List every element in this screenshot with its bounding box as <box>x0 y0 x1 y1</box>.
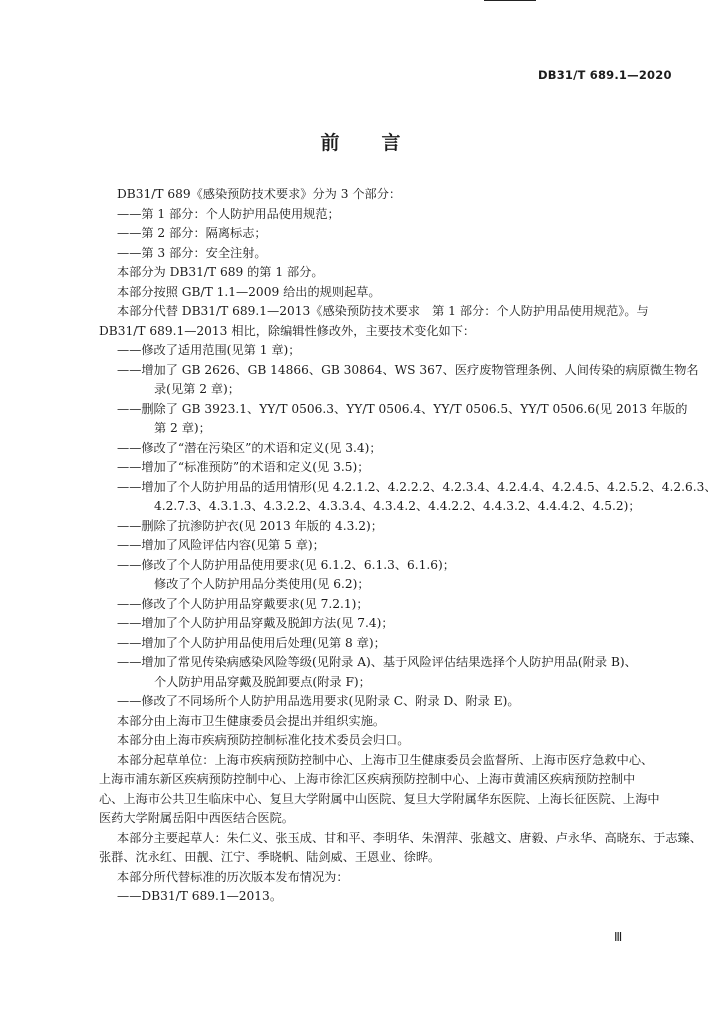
paragraph-line: ——增加了个人防护用品的适用情形(见 4.2.1.2、4.2.2.2、4.2.3.4、4.2.4.4、4.2.4.5、4.2.5.2、4.2.6.3、 <box>117 479 717 494</box>
document-code-header: DB31/T 689.1—2020 <box>538 68 672 82</box>
paragraph-line: DB31/T 689.1—2013 相比，除编辑性修改外，主要技术变化如下： <box>99 323 476 338</box>
paragraph-line: ——增加了常见传染病感染风险等级(见附录 A)、基于风险评估结果选择个人防护用品(附录 B)、 <box>117 655 637 669</box>
paragraph-line: ——DB31/T 689.1—2013。 <box>117 889 283 903</box>
paragraph-line: 本部分按照 GB/T 1.1—2009 给出的规则起草。 <box>117 284 381 299</box>
paragraph-line: ——第 2 部分：隔离标志； <box>117 226 267 240</box>
paragraph-line: 本部分代替 DB31/T 689.1—2013《感染预防技术要求 第 1 部分：个人防护用品使用规范》。与 <box>117 304 649 318</box>
paragraph-line: ——修改了不同场所个人防护用品选用要求(见附录 C、附录 D、附录 E)。 <box>117 694 520 708</box>
paragraph-line: 张群、沈永红、田靓、江宁、季晓帆、陆剑威、王恩业、徐晔。 <box>99 850 441 864</box>
top-rule <box>484 0 536 1</box>
paragraph-line: 本部分起草单位：上海市疾病预防控制中心、上海市卫生健康委员会监督所、上海市医疗急救中心、 <box>117 752 654 767</box>
paragraph-line: 本部分所代替标准的历次版本发布情况为： <box>117 869 349 884</box>
paragraph-line: 第 2 章)； <box>154 421 211 435</box>
title-char: 前 <box>320 132 340 154</box>
paragraph-line: 本部分由上海市疾病预防控制标准化技术委员会归口。 <box>117 733 410 747</box>
paragraph-line: ——第 1 部分：个人防护用品使用规范； <box>117 206 340 221</box>
paragraph-line: 4.2.7.3、4.3.1.3、4.3.2.2、4.3.3.4、4.3.4.2、4.4.2.2、4.4.3.2、4.4.4.2、4.5.2)； <box>154 499 641 513</box>
paragraph-line: 医药大学附属岳阳中西医结合医院。 <box>99 811 294 825</box>
paragraph-line: ——增加了 GB 2626、GB 14866、GB 30864、WS 367、医疗废物管理条例、人间传染的病原微生物名 <box>117 362 699 377</box>
paragraph-line: ——修改了个人防护用品穿戴要求(见 7.2.1)； <box>117 596 369 611</box>
paragraph-line: 录(见第 2 章)； <box>154 382 240 396</box>
paragraph-line: 修改了个人防护用品分类使用(见 6.2)； <box>154 577 370 591</box>
page-title <box>0 128 721 155</box>
paragraph-line: ——删除了 GB 3923.1、YY/T 0506.3、YY/T 0506.4、YY/T 0506.5、YY/T 0506.6(见 2013 年版的 <box>117 401 688 416</box>
paragraph-line: 本部分主要起草人：朱仁义、张玉成、甘和平、李明华、朱渭萍、张越文、唐毅、卢永华、高晓东、于志臻、 <box>117 830 702 845</box>
page-number: Ⅲ <box>614 930 623 944</box>
paragraph-line: 本部分为 DB31/T 689 的第 1 部分。 <box>117 265 324 279</box>
paragraph-line: DB31/T 689《感染预防技术要求》分为 3 个部分： <box>117 187 402 201</box>
paragraph-line: ——修改了“潜在污染区”的术语和定义(见 3.4)； <box>117 440 382 455</box>
paragraph-line: ——第 3 部分：安全注射。 <box>117 245 267 260</box>
paragraph-line: 上海市浦东新区疾病预防控制中心、上海市徐汇区疾病预防控制中心、上海市黄浦区疾病预防控制中 <box>99 772 636 786</box>
paragraph-line: 心、上海市公共卫生临床中心、复旦大学附属中山医院、复旦大学附属华东医院、上海长征医院、上海中 <box>99 791 660 806</box>
paragraph-line: ——增加了个人防护用品使用后处理(见第 8 章)； <box>117 635 386 650</box>
paragraph-line: ——修改了个人防护用品使用要求(见 6.1.2、6.1.3、6.1.6)； <box>117 557 455 572</box>
paragraph-line: 个人防护用品穿戴及脱卸要点(附录 F)； <box>154 674 371 689</box>
paragraph-line: 本部分由上海市卫生健康委员会提出并组织实施。 <box>117 713 386 728</box>
paragraph-line: ——修改了适用范围(见第 1 章)； <box>117 343 301 357</box>
paragraph-line: ——增加了风险评估内容(见第 5 章)； <box>117 538 325 552</box>
paragraph-line: ——增加了“标准预防”的术语和定义(见 3.5)； <box>117 460 370 474</box>
title-char: 言 <box>381 132 401 154</box>
foreword-body <box>99 185 717 907</box>
paragraph-line: ——删除了抗渗防护衣(见 2013 年版的 4.3.2)； <box>117 518 383 533</box>
paragraph-line: ——增加了个人防护用品穿戴及脱卸方法(见 7.4)； <box>117 616 394 630</box>
